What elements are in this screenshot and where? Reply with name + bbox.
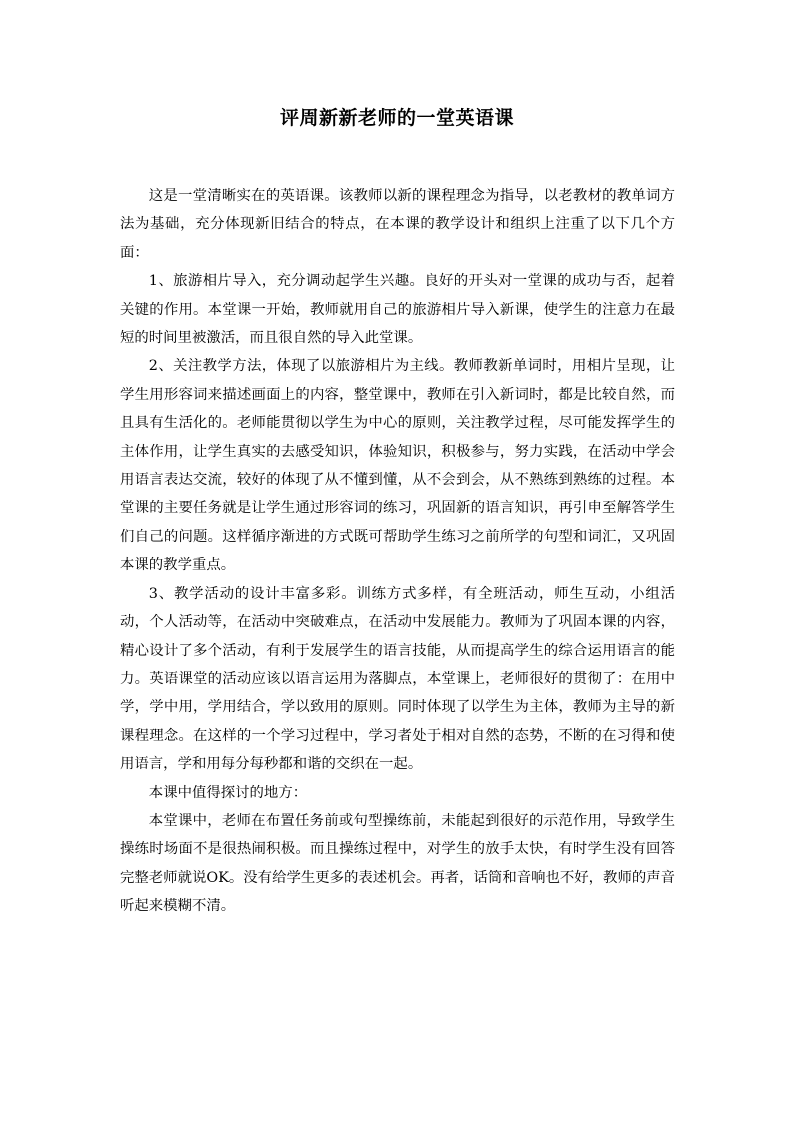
document-body [120,182,675,921]
point-2-paragraph: 2、关注教学方法，体现了以旅游相片为主线。教师教新单词时，用相片呈现，让学生用形容词来描述画面上的内容，整堂课中，教师在引入新词时，都是比较自然，而且具有生活化的。老师能贯彻以学生为中心的原则，关注教学过程，尽可能发挥学生的主体作用，让学生真实的去感受知识，体验知识，积极参与，努力实践，在活动中学会用语言表达交流，较好的体现了从不懂到懂，从不会到会，从不熟练到熟练的过程。本堂课的主要任务就是让学生通过形容词的练习，巩固新的语言知识，再引申至解答学生们自己的问题。这样循序渐进的方式既可帮助学生练习之前所学的句型和词汇，又巩固本课的教学重点。 [120,358,675,574]
document-title: 评周新新老师的一堂英语课 [279,107,514,129]
discussion-heading-paragraph: 本课中值得探讨的地方： [148,784,308,801]
discussion-paragraph: 本堂课中，老师在布置任务前或句型操练前，未能起到很好的示范作用，导致学生操练时场面不是很热闹积极。而且操练过程中，对学生的放手太快，有时学生没有回答完整老师就说OK。没有给学生更多的表述机会。再者，话筒和音响也不好，教师的声音听起来模糊不清。 [120,812,676,915]
point-1-paragraph: 1、旅游相片导入，充分调动起学生兴趣。良好的开头对一堂课的成功与否，起着关键的作用。本堂课一开始，教师就用自己的旅游相片导入新课，使学生的注意力在最短的时间里被激活，而且很自然的导入此堂课。 [120,273,675,347]
point-3-paragraph: 3、教学活动的设计丰富多彩。训练方式多样，有全班活动，师生互动，小组活动，个人活动等，在活动中突破难点，在活动中发展能力。教师为了巩固本课的内容，精心设计了多个活动，有利于发展学生的语言技能，从而提高学生的综合运用语言的能力。英语课堂的活动应该以语言运用为落脚点，本堂课上，老师很好的贯彻了：在用中学，学中用，学用结合，学以致用的原则。同时体现了以学生为主体，教师为主导的新课程理念。在这样的一个学习过程中，学习者处于相对自然的态势，不断的在习得和使用语言，学和用每分每秒都和谐的交织在一起。 [120,585,675,773]
intro-paragraph: 这是一堂清晰实在的英语课。该教师以新的课程理念为指导，以老教材的教单词方法为基础，充分体现新旧结合的特点，在本课的教学设计和组织上注重了以下几个方面： [120,188,675,261]
